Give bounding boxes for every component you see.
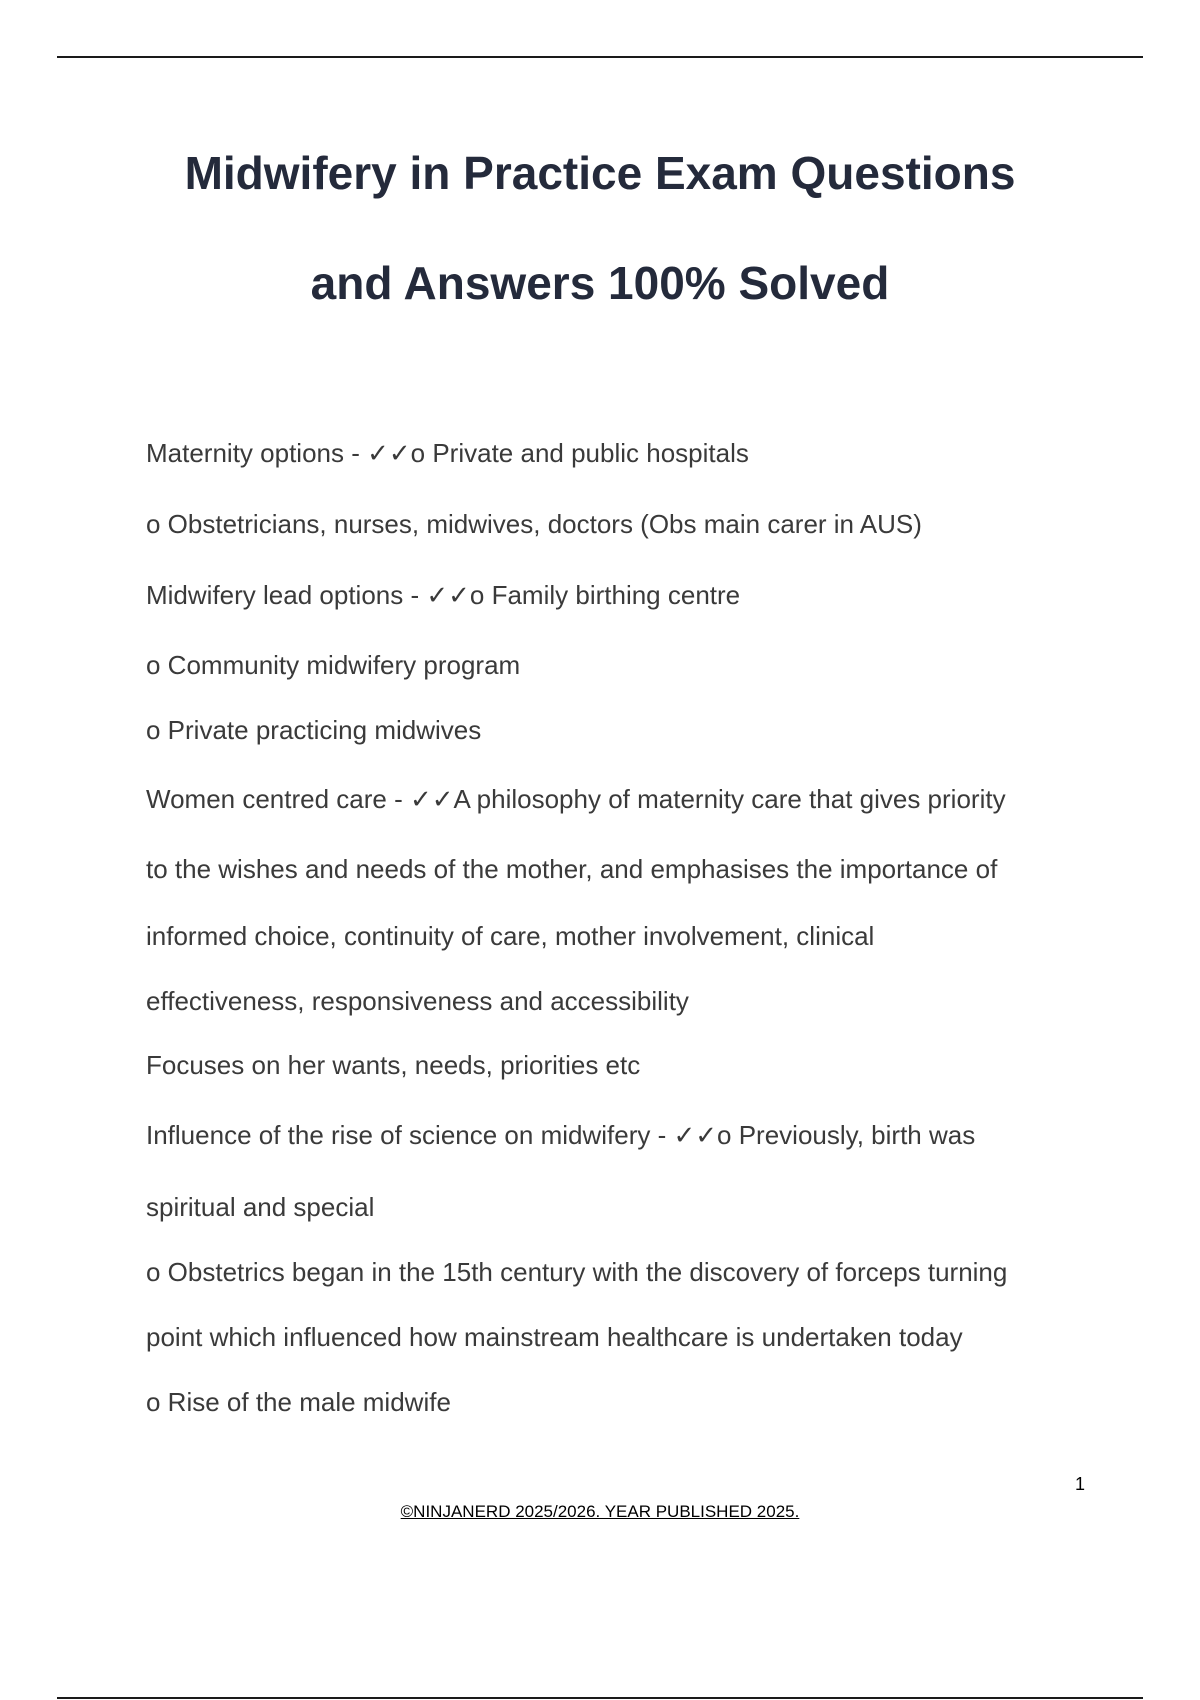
text-line: spiritual and special (146, 1192, 375, 1222)
document-title-line-1: Midwifery in Practice Exam Questions (184, 147, 1016, 199)
text-line: Women centred care - ✓✓A philosophy of maternity care that gives priority (146, 784, 1006, 814)
top-rule (57, 56, 1143, 58)
text-line: effectiveness, responsiveness and accessibility (146, 986, 689, 1016)
text-line: Midwifery lead options - ✓✓o Family birthing centre (146, 580, 741, 610)
page-number: 1 (1075, 1474, 1086, 1494)
text-line: o Rise of the male midwife (146, 1387, 451, 1417)
text-line: o Obstetrics began in the 15th century with the discovery of forceps turning (146, 1257, 1008, 1287)
text-line: to the wishes and needs of the mother, and emphasises the importance of (146, 854, 998, 884)
text-line: o Private practicing midwives (146, 715, 482, 745)
text-line: o Obstetricians, nurses, midwives, doctors (Obs main carer in AUS) (146, 509, 922, 539)
text-line: Focuses on her wants, needs, priorities etc (146, 1050, 641, 1080)
text-line: Maternity options - ✓✓o Private and public hospitals (146, 438, 749, 468)
copyright-footer: ©NINJANERD 2025/2026. YEAR PUBLISHED 2025. (400, 1502, 800, 1521)
text-line: o Community midwifery program (146, 650, 521, 680)
bottom-rule (57, 1697, 1143, 1699)
text-line: point which influenced how mainstream healthcare is undertaken today (146, 1322, 963, 1352)
text-line: informed choice, continuity of care, mother involvement, clinical (146, 921, 875, 951)
text-line: Influence of the rise of science on midwifery - ✓✓o Previously, birth was (146, 1120, 976, 1150)
document-title-line-2: and Answers 100% Solved (310, 257, 890, 309)
